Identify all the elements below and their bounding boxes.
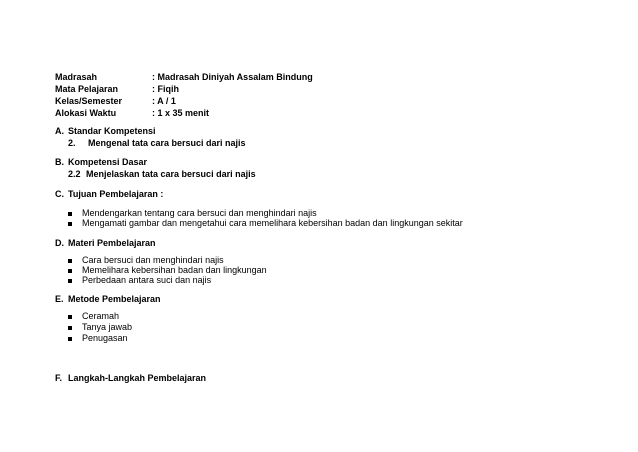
section-title: Standar Kompetensi: [68, 126, 156, 136]
madrasah-label: Madrasah: [55, 72, 98, 82]
bullet-square-icon: [68, 212, 72, 216]
list-item: Mendengarkan tentang cara bersuci dan menghindari najis: [82, 208, 317, 218]
list-item: Penugasan: [82, 333, 128, 343]
list-item: Perbedaan antara suci dan najis: [82, 275, 212, 285]
section-title: Metode Pembelajaran: [68, 294, 161, 304]
list-item: Tanya jawab: [82, 322, 133, 332]
item-text: Menjelaskan tata cara bersuci dari najis: [86, 169, 256, 179]
alokasi-waktu-value: : 1 x 35 menit: [152, 108, 210, 118]
alokasi-waktu-label: Alokasi Waktu: [55, 108, 117, 118]
bullet-square-icon: [68, 259, 72, 263]
section-letter: D.: [55, 238, 64, 248]
kelas-semester-value: : A / 1: [152, 96, 176, 106]
mata-pelajaran-label: Mata Pelajaran: [55, 84, 119, 94]
section-title: Materi Pembelajaran: [68, 238, 156, 248]
item-text: Mengenal tata cara bersuci dari najis: [88, 138, 246, 148]
section-title: Langkah-Langkah Pembelajaran: [68, 373, 207, 383]
section-letter: A.: [55, 126, 64, 136]
bullet-square-icon: [68, 269, 72, 273]
list-item: Mengamati gambar dan mengetahui cara memelihara kebersihan badan dan lingkungan sekitar: [82, 218, 463, 228]
madrasah-value: : Madrasah Diniyah Assalam Bindung: [152, 72, 313, 82]
kelas-semester-label: Kelas/Semester: [55, 96, 123, 106]
bullet-square-icon: [68, 222, 72, 226]
bullet-square-icon: [68, 326, 72, 330]
section-letter: B.: [55, 157, 64, 167]
section-title: Tujuan Pembelajaran :: [68, 189, 164, 199]
section-title: Kompetensi Dasar: [68, 157, 148, 167]
item-number: 2.: [68, 138, 76, 148]
item-number: 2.2: [68, 169, 81, 179]
section-letter: F.: [55, 373, 63, 383]
bullet-square-icon: [68, 279, 72, 283]
mata-pelajaran-value: : Fiqih: [152, 84, 179, 94]
list-item: Ceramah: [82, 311, 120, 321]
section-letter: C.: [55, 189, 64, 199]
list-item: Cara bersuci dan menghindari najis: [82, 255, 224, 265]
section-letter: E.: [55, 294, 64, 304]
list-item: Memelihara kebersihan badan dan lingkungan: [82, 265, 267, 275]
bullet-square-icon: [68, 337, 72, 341]
bullet-square-icon: [68, 315, 72, 319]
